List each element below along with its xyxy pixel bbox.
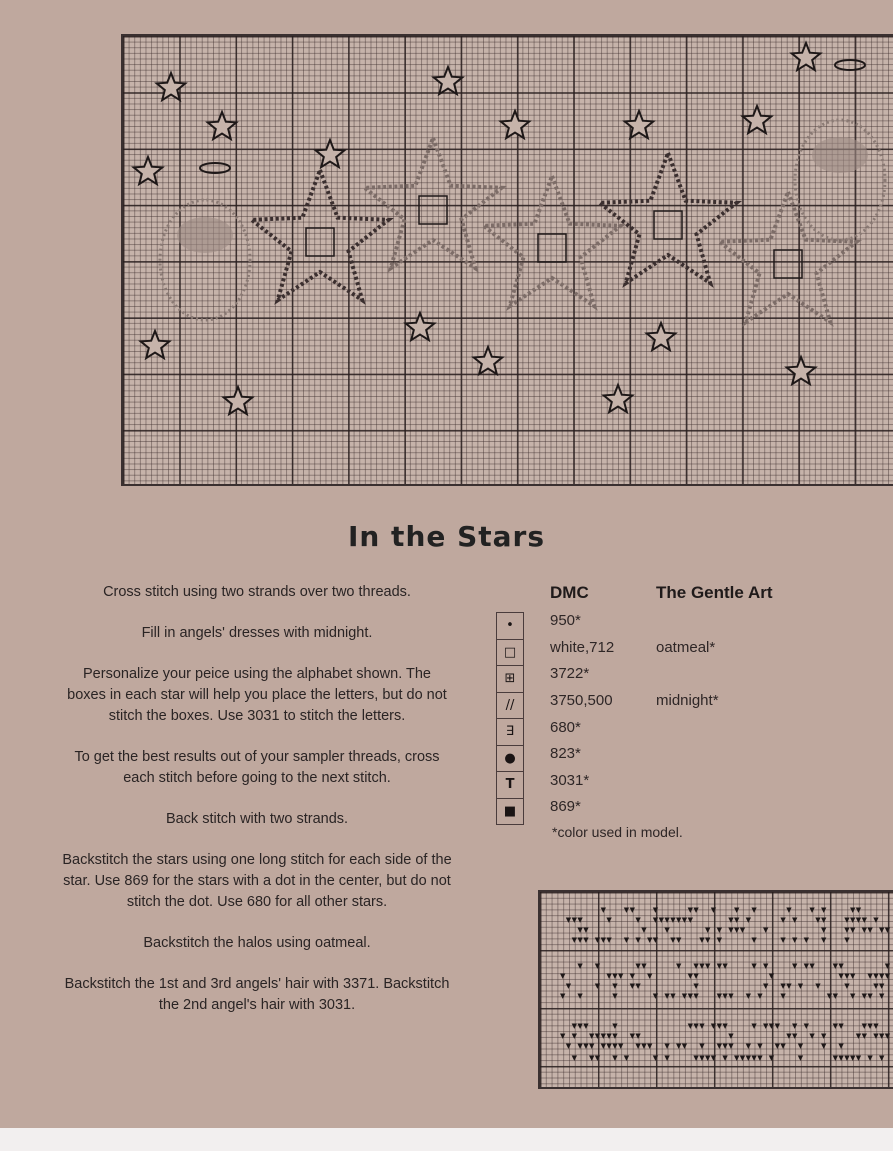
- stitch-symbol: ▼: [565, 982, 572, 990]
- page-margin: [0, 1128, 893, 1151]
- stitch-symbol: ▼: [693, 1054, 699, 1062]
- stitch-symbol: ▼: [780, 936, 786, 944]
- instruction-paragraph: Backstitch the stars using one long stitch for each side of the star. Use 869 for the stars with a dot in the center, but do not stitch the dot. Use 680 for all other stars.: [62, 852, 452, 910]
- stitch-symbol: ▼: [577, 962, 583, 970]
- stitch-symbol: ▼: [838, 972, 844, 980]
- stitch-symbol: ▼: [751, 906, 757, 914]
- stitch-symbol: ▼: [664, 926, 670, 934]
- stitch-symbol: ▼: [768, 1022, 775, 1030]
- stitch-symbol: ▼: [583, 926, 589, 934]
- stitch-symbol: ▼: [600, 1032, 606, 1040]
- stitch-symbol: ▼: [751, 936, 757, 944]
- stitch-symbol: ▼: [745, 916, 751, 924]
- instruction-paragraph: To get the best results out of your sampler threads, cross each stitch before going to the next stitch.: [74, 749, 440, 786]
- key-gentle-art-value: midnight*: [656, 692, 719, 709]
- stitch-symbol: ▼: [652, 906, 659, 914]
- stitch-symbol: ▼: [873, 972, 879, 980]
- stitch-symbol: ▼: [612, 972, 618, 980]
- stitch-symbol: ▼: [681, 992, 688, 1000]
- stitch-symbol: ▼: [664, 1054, 670, 1062]
- stitch-symbol: ▼: [594, 1032, 601, 1040]
- stitch-symbol: ▼: [693, 972, 699, 980]
- stitch-symbol: ▼: [774, 1042, 780, 1050]
- stitch-symbol: ▼: [751, 962, 757, 970]
- stitch-symbol: ▼: [803, 1022, 809, 1030]
- instruction-paragraph: Backstitch the halos using oatmeal.: [143, 935, 371, 951]
- stitch-symbol: ▼: [687, 906, 693, 914]
- stitch-symbol: ▼: [844, 926, 850, 934]
- stitch-symbol: ▼: [716, 936, 722, 944]
- stitch-symbol: ▼: [763, 962, 769, 970]
- stitch-symbol: ▼: [873, 1032, 879, 1040]
- instruction-paragraph: Backstitch the 1st and 3rd angels' hair with 3371. Backstitch the 2nd angel's hair with 3031.: [64, 976, 450, 1013]
- stitch-symbol: ▼: [728, 926, 734, 934]
- stitch-symbol: ▼: [577, 916, 583, 924]
- stitch-symbol: ▼: [850, 906, 856, 914]
- stitch-symbol: ▼: [699, 1022, 705, 1030]
- stitch-symbol: ▼: [815, 916, 821, 924]
- stitch-symbol: ▼: [693, 1022, 699, 1030]
- stitch-symbol: ▼: [728, 916, 734, 924]
- stitch-symbol: ▼: [739, 1054, 746, 1062]
- stitch-symbol: ▼: [664, 992, 670, 1000]
- stitch-symbol: ▼: [861, 916, 867, 924]
- stitch-symbol: ▼: [612, 1054, 618, 1062]
- stitch-symbol: ▼: [710, 1054, 717, 1062]
- stitch-symbol: ▼: [693, 906, 699, 914]
- stitch-symbol: ▼: [873, 916, 879, 924]
- key-footnote: *color used in model.: [552, 824, 683, 840]
- stitch-symbol: ▼: [745, 1042, 751, 1050]
- key-header-dmc: DMC: [550, 583, 589, 602]
- stitch-symbol: ▼: [606, 916, 612, 924]
- stitch-symbol: ▼: [838, 1022, 844, 1030]
- stitch-symbol: ▼: [664, 916, 670, 924]
- stitch-symbol: ▼: [594, 982, 601, 990]
- key-dmc-value: 3722*: [550, 665, 590, 682]
- stitch-symbol: ▼: [722, 1054, 728, 1062]
- stitch-symbol: ▼: [647, 1042, 653, 1050]
- reverse-e-icon: ∃: [497, 719, 523, 746]
- stitch-symbol: ▼: [803, 962, 809, 970]
- stitch-symbol: ▼: [618, 972, 624, 980]
- stitch-symbol: ▼: [797, 1054, 804, 1062]
- stitch-symbol: ▼: [850, 916, 856, 924]
- stitch-symbol: ▼: [873, 1022, 879, 1030]
- instruction-paragraph: Fill in angels' dresses with midnight.: [141, 625, 373, 641]
- stitch-symbol: ▼: [751, 1022, 757, 1030]
- stitch-symbol: ▼: [821, 1042, 827, 1050]
- stitch-symbol: ▼: [676, 1042, 682, 1050]
- stitch-symbol: ▼: [780, 992, 786, 1000]
- stitch-symbol: ▼: [699, 1054, 705, 1062]
- stitch-symbol: ▼: [670, 992, 676, 1000]
- stitch-symbol: ▼: [792, 962, 798, 970]
- stitch-symbol: ▼: [780, 1042, 786, 1050]
- instruction-paragraph: Back stitch with two strands.: [165, 811, 349, 827]
- stitch-symbol: ▼: [884, 1032, 891, 1040]
- stitch-symbol: ▼: [786, 982, 792, 990]
- stitch-symbol: ▼: [589, 1042, 595, 1050]
- stitch-symbol: ▼: [664, 1042, 670, 1050]
- stitch-symbol: ▼: [705, 962, 711, 970]
- stitch-symbol: ▼: [838, 1054, 844, 1062]
- stitch-symbol: ▼: [867, 1054, 873, 1062]
- stitch-symbol: ▼: [594, 962, 601, 970]
- stitch-symbol: ▼: [687, 916, 693, 924]
- stitch-symbol: ▼: [716, 1022, 722, 1030]
- stitch-symbol: ▼: [560, 1032, 566, 1040]
- stitch-symbol: ▼: [641, 926, 647, 934]
- stitch-symbol: ▼: [676, 962, 682, 970]
- stitch-symbol: ▼: [594, 936, 601, 944]
- stitch-symbol: ▼: [687, 992, 693, 1000]
- stitch-symbol: ▼: [705, 1054, 711, 1062]
- stitch-symbol: ▼: [594, 1054, 601, 1062]
- stitch-symbol: ▼: [734, 926, 740, 934]
- stitch-symbol: ▼: [832, 962, 838, 970]
- stitch-symbol: ▼: [855, 1032, 862, 1040]
- stitch-symbol: ▼: [786, 906, 792, 914]
- stitch-symbol: ▼: [768, 1054, 775, 1062]
- stitch-symbol: ▼: [571, 1022, 577, 1030]
- stitch-symbol: ▼: [884, 972, 891, 980]
- stitch-symbol: ▼: [623, 936, 630, 944]
- stitch-symbol: ▼: [722, 992, 728, 1000]
- stitch-symbol: ▼: [618, 1042, 624, 1050]
- pattern-title: In the Stars: [347, 520, 546, 553]
- stitch-symbol: ▼: [687, 972, 693, 980]
- stitch-symbol: ▼: [850, 992, 856, 1000]
- key-header-gentle-art: The Gentle Art: [656, 583, 773, 602]
- stitch-symbol: ▼: [693, 982, 699, 990]
- stitch-symbol: ▼: [832, 1022, 838, 1030]
- stitch-symbol: ▼: [676, 916, 682, 924]
- stitch-symbol: ▼: [780, 916, 786, 924]
- stitch-symbol: ▼: [774, 1022, 780, 1030]
- stitch-symbol: ▼: [821, 906, 827, 914]
- stitch-symbol: ▼: [809, 1032, 815, 1040]
- stitch-symbol: ▼: [647, 972, 653, 980]
- stitch-symbol: ▼: [879, 1032, 885, 1040]
- stitch-symbol: ▼: [629, 1032, 635, 1040]
- stitch-symbol: ▼: [600, 1042, 606, 1050]
- stitch-symbol: ▼: [635, 1042, 641, 1050]
- boxed-cross-icon: ⊞: [497, 666, 523, 693]
- stitch-symbol: ▼: [577, 936, 583, 944]
- square-icon: □: [497, 640, 523, 667]
- stitch-symbol: ▼: [577, 926, 583, 934]
- stitch-symbol: ▼: [763, 1022, 769, 1030]
- stitch-symbol: ▼: [734, 1054, 740, 1062]
- stitch-symbol: ▼: [728, 1042, 734, 1050]
- stitch-symbol: ▼: [612, 992, 618, 1000]
- stitch-symbol: ▼: [652, 916, 659, 924]
- stitch-symbol: ▼: [867, 972, 873, 980]
- key-dmc-value: 3031*: [550, 772, 590, 789]
- instruction-paragraph: Personalize your peice using the alphabet shown. The boxes in each star will help you place the letters, but do not stitch the boxes. Use 3031 to stitch the letters.: [67, 666, 447, 724]
- stitch-symbol: ▼: [867, 1022, 873, 1030]
- stitch-symbol: ▼: [879, 1054, 885, 1062]
- stitch-symbol: ▼: [589, 1054, 595, 1062]
- stitch-symbol: ▼: [745, 992, 751, 1000]
- stitch-symbol: ▼: [705, 936, 711, 944]
- stitch-symbol: ▼: [635, 1032, 641, 1040]
- stitch-symbol: ▼: [821, 936, 827, 944]
- stitch-symbol: ▼: [826, 992, 833, 1000]
- stitch-symbol: ▼: [734, 906, 740, 914]
- stitch-symbol: ▼: [745, 1054, 751, 1062]
- stitch-symbol: ▼: [629, 906, 635, 914]
- key-dmc-value: 823*: [550, 745, 581, 762]
- filled-circle-icon: ●: [497, 746, 523, 773]
- stitch-symbol: ▼: [815, 982, 821, 990]
- stitch-symbol: ▼: [647, 936, 653, 944]
- stitch-symbol: ▼: [623, 1054, 630, 1062]
- dot-icon: •: [497, 613, 523, 640]
- stitch-symbol: ▼: [797, 982, 804, 990]
- stitch-symbol: ▼: [600, 936, 606, 944]
- key-dmc-value: 680*: [550, 719, 581, 736]
- stitch-symbol: ▼: [583, 936, 589, 944]
- stitch-symbol: ▼: [693, 962, 699, 970]
- key-dmc-value: 869*: [550, 798, 581, 815]
- stitch-symbol: ▼: [792, 1032, 798, 1040]
- stitch-symbol: ▼: [722, 962, 728, 970]
- stitch-symbol: ▼: [884, 962, 891, 970]
- stitch-symbol: ▼: [589, 1032, 595, 1040]
- stitch-symbol: ▼: [855, 1054, 862, 1062]
- stitch-symbol: ▼: [629, 982, 635, 990]
- stitch-symbol: ▼: [658, 916, 664, 924]
- stitch-symbol: ▼: [855, 906, 862, 914]
- stitch-symbol: ▼: [577, 1042, 583, 1050]
- stitch-symbol: ▼: [635, 962, 641, 970]
- stitch-symbol: ▼: [821, 926, 827, 934]
- stitch-symbol: ▼: [809, 906, 815, 914]
- stitch-symbol: ▼: [751, 1054, 757, 1062]
- stitch-symbol: ▼: [879, 972, 885, 980]
- stitch-symbol: ▼: [623, 906, 630, 914]
- stitch-symbol: ▼: [670, 916, 676, 924]
- stitch-symbol: ▼: [676, 936, 682, 944]
- stitch-symbol: ▼: [652, 936, 659, 944]
- stitch-symbol: ▼: [838, 1042, 844, 1050]
- stitch-symbol: ▼: [861, 992, 867, 1000]
- stitch-symbol: ▼: [716, 992, 722, 1000]
- stitch-symbol: ▼: [792, 916, 798, 924]
- stitch-symbol: ▼: [879, 982, 885, 990]
- stitch-symbol: ▼: [565, 1042, 572, 1050]
- stitch-symbol: ▼: [797, 1042, 804, 1050]
- stitch-symbol: ▼: [855, 916, 862, 924]
- stitch-symbol: ▼: [583, 1022, 589, 1030]
- stitch-symbol: ▼: [606, 1042, 612, 1050]
- stitch-symbol: ▼: [710, 906, 717, 914]
- stitch-symbol: ▼: [850, 926, 856, 934]
- stitch-symbol: ▼: [560, 992, 566, 1000]
- stitch-symbol: ▼: [699, 1042, 705, 1050]
- stitch-symbol: ▼: [600, 906, 606, 914]
- stitch-symbol: ▼: [606, 936, 612, 944]
- stitch-symbol: ▼: [612, 982, 618, 990]
- stitch-symbol: ▼: [560, 972, 566, 980]
- key-dmc-value: 950*: [550, 612, 581, 629]
- stitch-symbol: ▼: [879, 926, 885, 934]
- double-slash-icon: //: [497, 693, 523, 720]
- stitch-symbol: ▼: [606, 972, 612, 980]
- stitch-symbol: ▼: [763, 926, 769, 934]
- stitch-symbol: ▼: [571, 1032, 577, 1040]
- stitch-symbol: ▼: [571, 1054, 577, 1062]
- stitch-symbol: ▼: [867, 926, 873, 934]
- stitch-symbol: ▼: [606, 1032, 612, 1040]
- stitch-symbol: ▼: [832, 1054, 838, 1062]
- stitch-symbol: ▼: [635, 982, 641, 990]
- stitch-symbol: ▼: [699, 962, 705, 970]
- key-dmc-value: white,712: [550, 639, 615, 656]
- stitch-symbol: ▼: [716, 1042, 722, 1050]
- stitch-symbol: ▼: [577, 992, 583, 1000]
- stitch-symbol: ▼: [612, 1042, 618, 1050]
- t-icon: T: [497, 772, 523, 799]
- stitch-symbol: ▼: [838, 962, 844, 970]
- stitch-symbol: ▼: [792, 936, 798, 944]
- stitch-symbol: ▼: [768, 972, 775, 980]
- stitch-symbol: ▼: [716, 926, 722, 934]
- stitch-symbol: ▼: [850, 972, 856, 980]
- stitch-symbol: ▼: [757, 1054, 763, 1062]
- stitch-symbol: ▼: [861, 926, 867, 934]
- stitch-symbol: ▼: [641, 962, 647, 970]
- stitch-symbol: ▼: [722, 1022, 728, 1030]
- stitch-symbol: ▼: [652, 1054, 659, 1062]
- stitch-symbol: ▼: [635, 916, 641, 924]
- stitch-symbol: ▼: [861, 1022, 867, 1030]
- stitch-symbol: ▼: [844, 972, 850, 980]
- stitch-symbol: ▼: [670, 936, 676, 944]
- stitch-symbol: ▼: [629, 972, 635, 980]
- stitch-symbol: ▼: [757, 992, 763, 1000]
- stitch-symbol: ▼: [844, 936, 850, 944]
- stitch-symbol: ▼: [716, 962, 722, 970]
- stitch-symbol: ▼: [699, 936, 705, 944]
- stitch-symbol: ▼: [844, 916, 850, 924]
- stitch-symbol: ▼: [728, 992, 734, 1000]
- stitch-symbol: ▼: [861, 1032, 867, 1040]
- stitch-symbol: ▼: [763, 982, 769, 990]
- stitch-symbol: ▼: [803, 936, 809, 944]
- stitch-symbol: ▼: [693, 992, 699, 1000]
- stitch-symbol: ▼: [879, 992, 885, 1000]
- stitch-symbol: ▼: [612, 1032, 618, 1040]
- stitch-symbol: ▼: [792, 1022, 798, 1030]
- stitch-symbol: ▼: [687, 1022, 693, 1030]
- key-dmc-value: 3750,500: [550, 692, 613, 709]
- stitch-symbol: ▼: [577, 1022, 583, 1030]
- stitch-symbol: ▼: [757, 1042, 763, 1050]
- stitch-symbol: ▼: [844, 1054, 850, 1062]
- stitch-symbol: ▼: [780, 982, 786, 990]
- stitch-symbol: ▼: [652, 992, 659, 1000]
- stitch-symbol: ▼: [867, 992, 873, 1000]
- stitch-symbol: ▼: [565, 916, 572, 924]
- stitch-symbol: ▼: [809, 962, 815, 970]
- stitch-symbol: ▼: [612, 1022, 618, 1030]
- stitch-symbol: ▼: [734, 916, 740, 924]
- stitch-symbol: ▼: [635, 936, 641, 944]
- stitch-symbol: ▼: [832, 992, 838, 1000]
- stitch-symbol: ▼: [681, 916, 688, 924]
- stitch-symbol: ▼: [821, 1032, 827, 1040]
- stitch-symbol: ▼: [850, 1054, 856, 1062]
- stitch-symbol: ▼: [722, 1042, 728, 1050]
- stitch-symbol: ▼: [844, 982, 850, 990]
- stitch-symbol: ▼: [873, 982, 879, 990]
- stitch-symbol: ▼: [739, 926, 746, 934]
- stitch-symbol: ▼: [705, 926, 711, 934]
- stitch-symbol: ▼: [681, 1042, 688, 1050]
- stitch-symbol: ▼: [583, 1042, 589, 1050]
- key-gentle-art-value: oatmeal*: [656, 639, 716, 656]
- stitch-symbol: ▼: [571, 936, 577, 944]
- stitch-symbol: ▼: [710, 1022, 717, 1030]
- stitch-symbol: ▼: [728, 1032, 734, 1040]
- stitch-symbol: ▼: [641, 1042, 647, 1050]
- instruction-paragraph: Cross stitch using two strands over two threads.: [103, 584, 411, 600]
- stitch-symbol: ▼: [884, 926, 891, 934]
- stitch-symbol: ▼: [821, 916, 827, 924]
- stitch-symbol: ▼: [571, 916, 577, 924]
- stitch-symbol: ▼: [786, 1032, 792, 1040]
- filled-square-icon: ■: [503, 803, 517, 819]
